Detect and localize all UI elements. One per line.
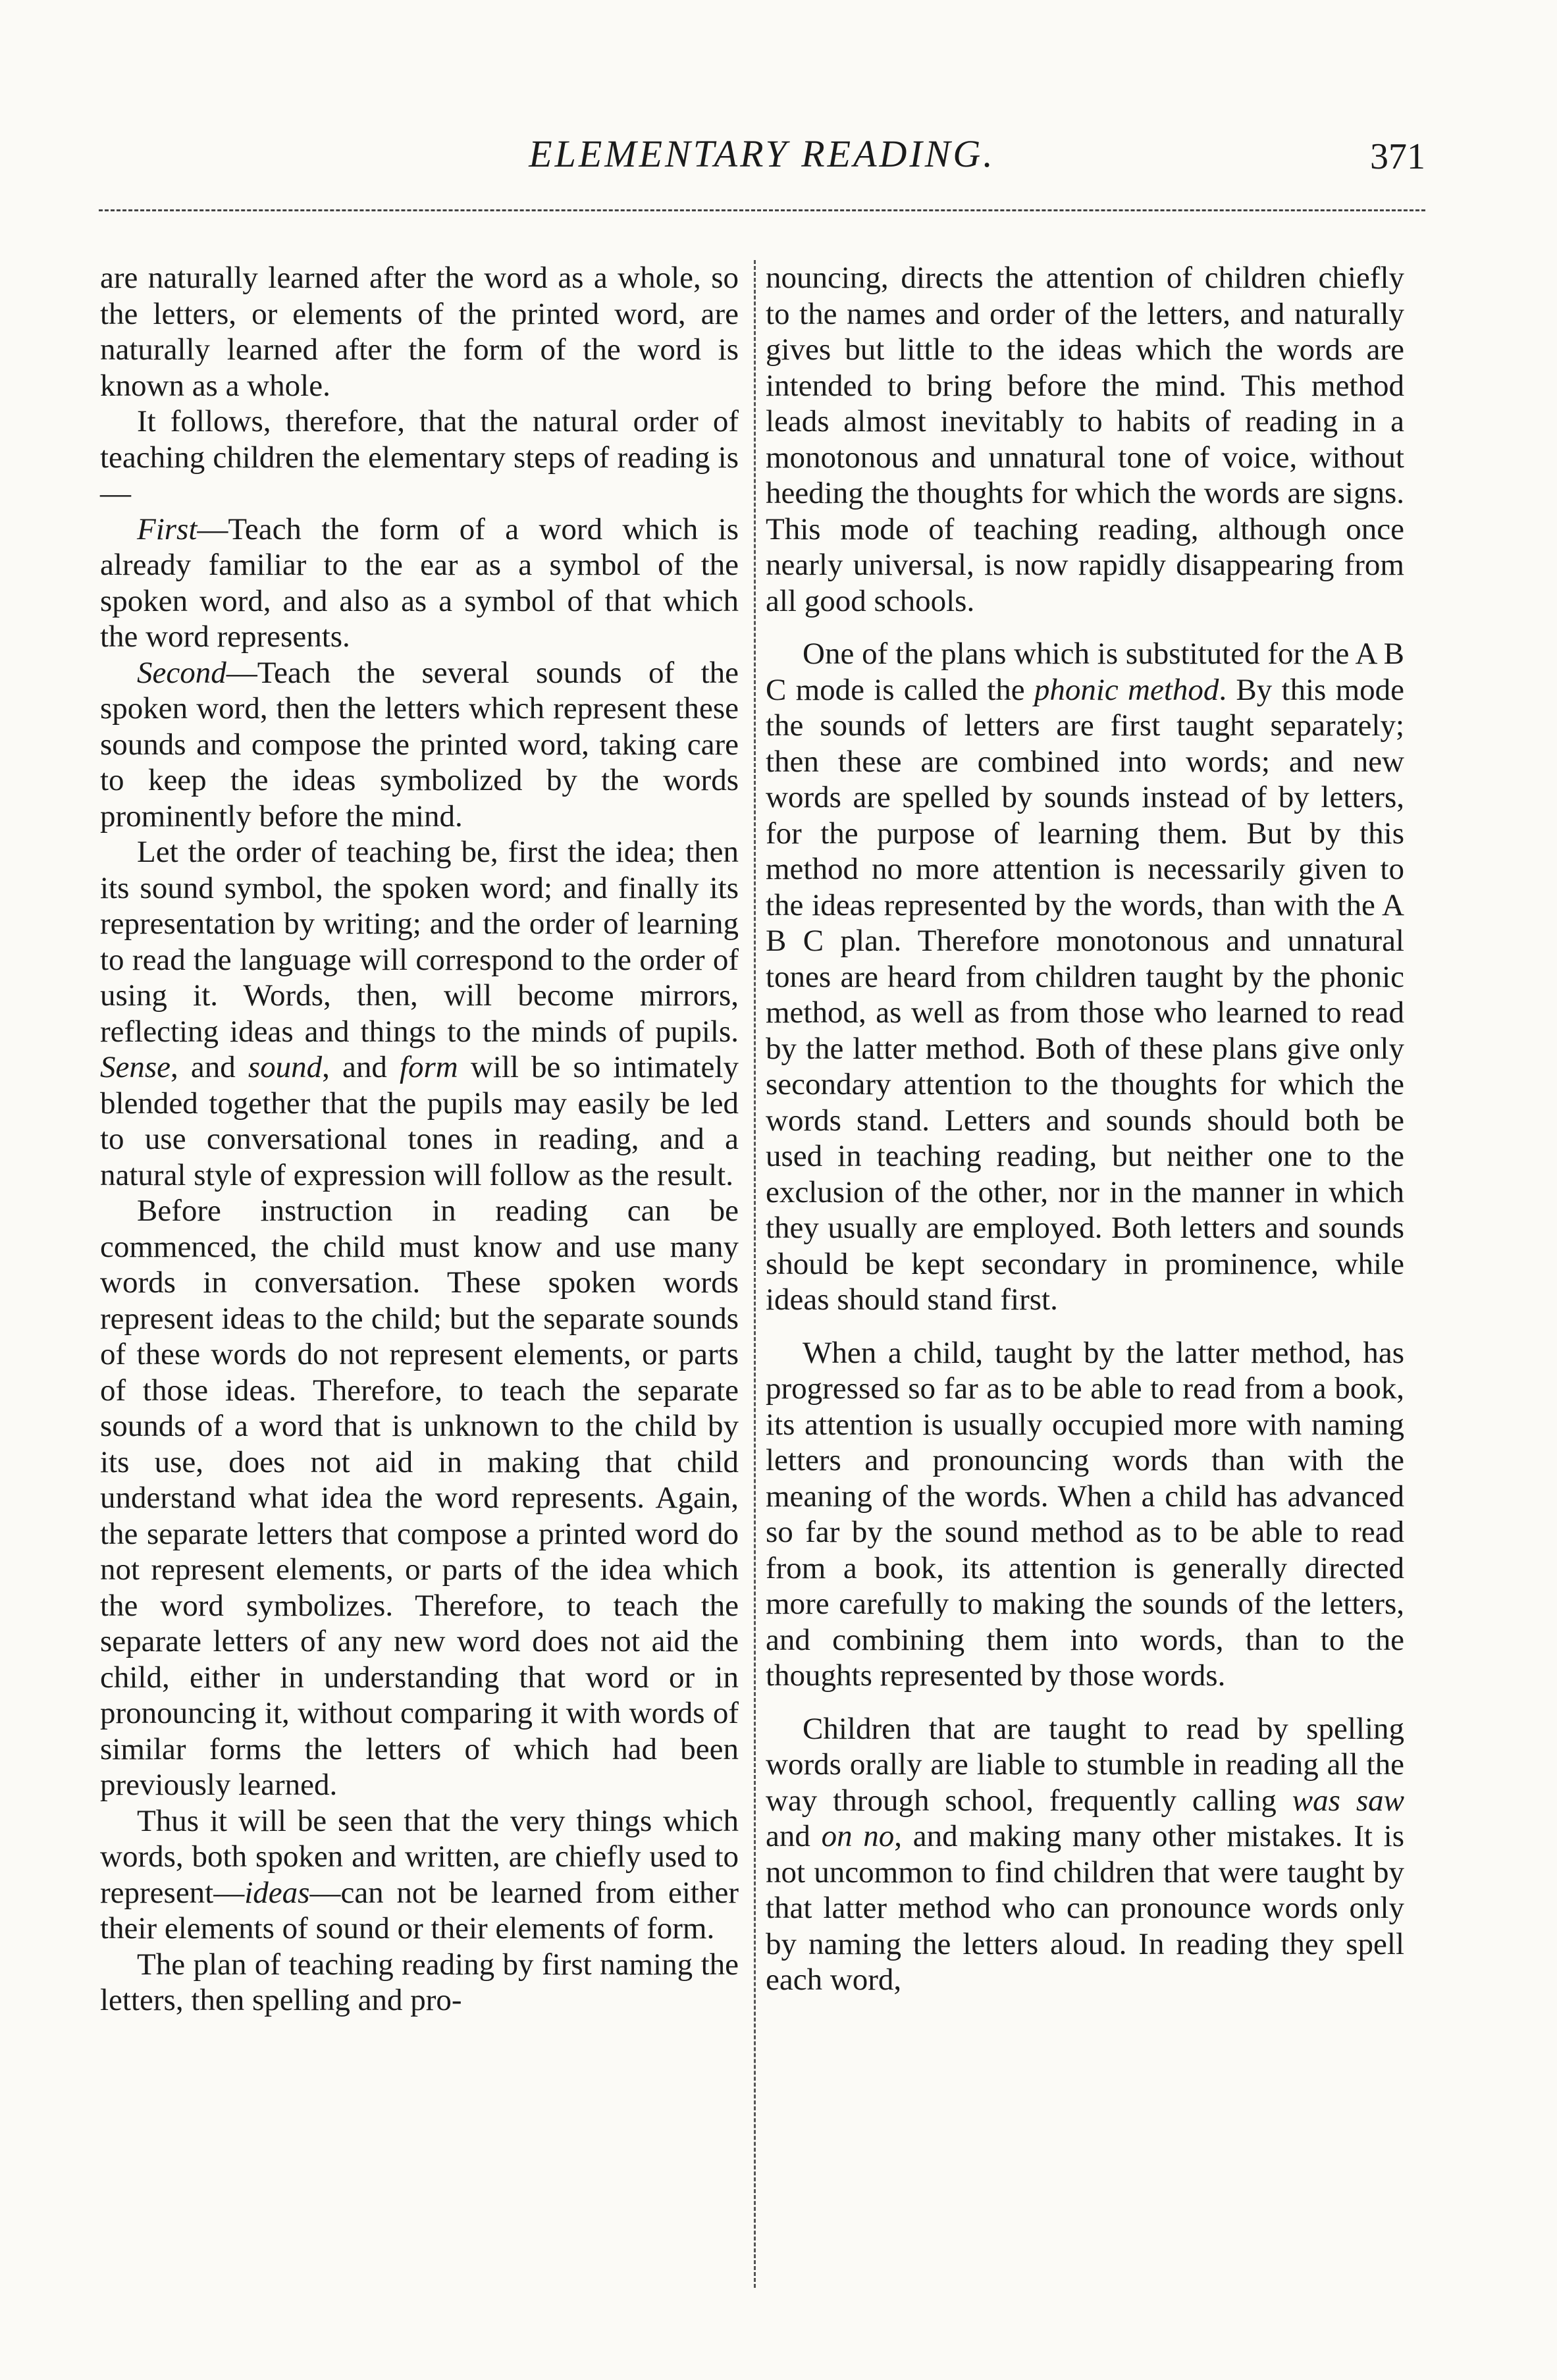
paragraph (100, 655, 739, 835)
paragraph-text: Let the order of teaching be, first the idea; then its sound symbol, the spoken word; and finally its representation by writing; and the order of learning to read the language will correspond to the order of using it. Words, then, will become mirrors, reflecting ideas and things to the minds of pupils. (100, 835, 739, 1049)
page-number: 371 (1370, 136, 1425, 177)
paragraph-text: One of the plans which is substituted for the A B C mode is called the (766, 637, 1404, 707)
step-lead: Second (137, 655, 226, 690)
paragraph-text: , and (171, 1050, 248, 1084)
paragraph (100, 512, 739, 655)
header-rule (99, 209, 1425, 211)
paragraph (100, 834, 739, 1193)
paragraph: It follows, therefore, that the natural order of teaching children the elementary steps of reading is— (100, 404, 739, 510)
column-divider (754, 260, 756, 2288)
paragraph-text: , and making many other mistakes. It is not uncommon to find children that were taught by that latter method who can pronounce words only by naming the letters aloud. In reading they spell each word, (766, 1819, 1404, 1997)
paragraph: Before instruction in reading can be commenced, the child must know and use many words in conversation. These spoken words represent ideas to the child; but the separate sounds of these words do not represent elements, or parts of those ideas. Therefore, to teach the separate sounds of a word that is unknown to the child by its use, does not aid in making that child understand what idea the word represents. Again, the separate letters that compose a printed word do not represent elements, or parts of the idea which the word symbolizes. Therefore, to teach the separate letters of any new word does not aid the child, either in understanding that word or in pronouncing it, without comparing it with words of similar forms the letters of which had been previously learned. (100, 1194, 739, 1802)
paragraph (766, 1711, 1404, 1998)
paragraph: When a child, taught by the latter method, has progressed so far as to be able to read from a book, its attention is usually occupied more with naming letters and pronouncing words than with the meaning of the words. When a child has advanced so far by the sound method as to be able to read from a book, its attention is generally directed more carefully to making the sounds of the letters, and combining them into words, than to the thoughts represented by those words. (766, 1335, 1404, 1693)
paragraph-text: and (766, 1819, 822, 1853)
emphasis: Sense (100, 1050, 171, 1084)
emphasis: was saw (1292, 1783, 1404, 1818)
paragraph-text: —Teach the several sounds of the spoken word, then the letters which represent these sounds and compose the printed word, taking care to keep the ideas symbolized by the words prominently before the mind. (100, 655, 739, 833)
paragraph-text: will be so intimately blended together that the pupils may easily be led to use conversational tones in reading, and a natural style of expression will follow as the result. (100, 1050, 739, 1192)
running-title: ELEMENTARY READING. (529, 132, 995, 175)
paragraph-text: . By this mode the sounds of letters are first taught separately; then these are combined into words; and new words are spelled by sounds instead of by letters, for the purpose of learning them. But by this method no more attention is necessarily given to the ideas represented by the words, than with the A B C plan. Therefore monotonous and unnatural tones are heard from children taught by the phonic method, as well as from those who learned to read by the latter method. Both of these plans give only secondary attention to the thoughts for which the words stand. Letters and sounds should both be used in teaching reading, but neither one to the exclusion of the other, nor in the manner in which they usually are employed. Both letters and sounds should be kept secondary in prominence, while ideas should stand first. (766, 672, 1404, 1317)
paragraph-text: —can not be learned from either their elements of sound or their elements of form. (100, 1875, 739, 1945)
paragraph: nouncing, directs the attention of children chiefly to the names and order of the letters, and naturally gives but little to the ideas which the words are intended to bring before the mind. This method leads almost inevitably to habits of reading in a monotonous and unnatural tone of voice, without heeding the thoughts for which the words are signs. This mode of teaching reading, although once nearly universal, is now rapidly disappearing from all good schools. (766, 261, 1404, 618)
right-column (766, 260, 1404, 1998)
paragraph: The plan of teaching reading by first naming the letters, then spelling and pro- (100, 1947, 739, 2017)
paragraph (100, 1803, 739, 1947)
emphasis: ideas (244, 1875, 310, 1910)
emphasis: sound (248, 1050, 323, 1084)
paragraph-text: Children that are taught to read by spelling words orally are liable to stumble in reading all the way through school, frequently calling (766, 1711, 1404, 1818)
paragraph-text: , and (322, 1050, 400, 1084)
step-lead: First (137, 512, 198, 546)
emphasis: form (399, 1050, 458, 1084)
paragraph (766, 636, 1404, 1318)
paragraph-text: Thus it will be seen that the very things which words, both spoken and written, are chiefly used to represent— (100, 1803, 739, 1910)
paragraph: are naturally learned after the word as a whole, so the letters, or elements of the printed word, are naturally learned after the form of the word is known as a whole. (100, 261, 739, 403)
left-column (100, 260, 739, 2019)
page-header (99, 132, 1425, 191)
paragraph-text: —Teach the form of a word which is already familiar to the ear as a symbol of the spoken word, and also as a symbol of that which the word represents. (100, 512, 739, 654)
emphasis: phonic method (1034, 672, 1219, 707)
emphasis: on no (821, 1819, 895, 1853)
